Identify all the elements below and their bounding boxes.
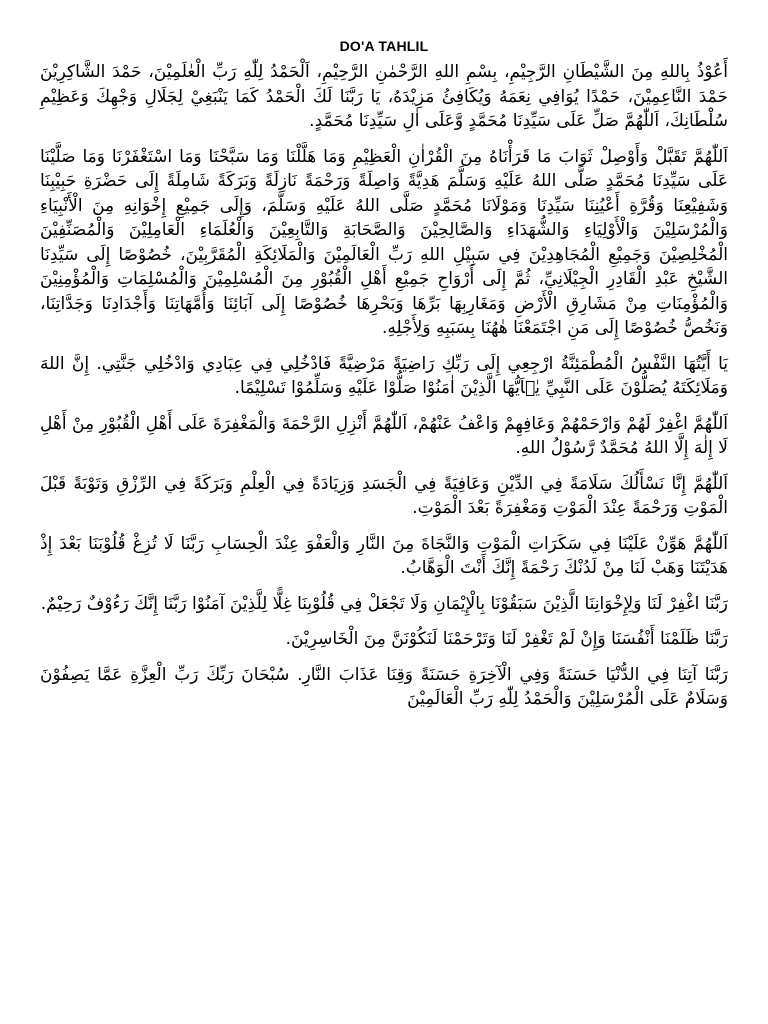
paragraph-nafs-mutmainnah: يَا أَيَّتُهَا النَّفْسُ الْمُطْمَئِنَّةُ ارْجِعِي إِلَى رَبِّكِ رَاضِيَةً مَرْضِيَّةً فَادْخُلِي فِي عِبَادِي وَادْخُلِي جَنَّتِي. إِنَّ اللهَ وَمَلَائِكَتَهُ يُصَلُّوْنَ عَلَى النَّبِيِّ يٰۤاَيُّهَا الَّذِيْنَ اٰمَنُوْا صَلُّوْا عَلَيْهِ وَسَلِّمُوْا تَسْلِيْمًا. xyxy=(40,353,728,398)
document-page xyxy=(36,38,732,1014)
paragraph-sakaratul-maut: اَللّٰهُمَّ هَوِّنْ عَلَيْنَا فِي سَكَرَاتِ الْمَوْتِ وَالنَّجَاةَ مِنَ النَّارِ وَالْعَفْوَ عِنْدَ الْحِسَابِ رَبَّنَا لَا تُزِغْ قُلُوْبَنَا بَعْدَ إِذْ هَدَيْتَنَا وَهَبْ لَنَا مِنْ لَدُنْكَ رَحْمَةً إِنَّكَ أَنْتَ الْوَهَّابُ. xyxy=(40,533,728,578)
paragraph-ikhwan: رَبَّنَا اغْفِرْ لَنَا وَلِإِخْوَانِنَا الَّذِيْنَ سَبَقُوْنَا بِالْإِيْمَانِ وَلَا تَجْعَلْ فِي قُلُوْبِنَا غِلًّا لِلَّذِيْنَ آمَنُوْا رَبَّنَا إِنَّكَ رَءُوْفٌ رَحِيْمٌ. xyxy=(40,593,728,614)
paragraph-salamah: اَللّٰهُمَّ إِنَّا نَسْأَلُكَ سَلَامَةً فِي الدِّيْنِ وَعَافِيَةً فِي الْجَسَدِ وَزِيَادَةً فِي الْعِلْمِ وَبَرَكَةً فِي الرِّزْقِ وَتَوْبَةً قَبْلَ الْمَوْتِ وَرَحْمَةً عِنْدَ الْمَوْتِ وَمَغْفِرَةً بَعْدَ الْمَوْتِ. xyxy=(40,473,728,518)
document-title: DO'A TAHLIL xyxy=(339,38,429,54)
paragraph-zhalamna: رَبَّنَا ظَلَمْنَا أَنْفُسَنَا وَإِنْ لَمْ تَغْفِرْ لَنَا وَتَرْحَمْنَا لَنَكُوْنَنَّ مِنَ الْخَاسِرِيْنَ. xyxy=(285,629,728,649)
paragraph-dedication: اَللّٰهُمَّ تَقَبَّلْ وَأَوْصِلْ ثَوَابَ مَا قَرَأْنَاهُ مِنَ الْقُرْاٰنِ الْعَظِيْمِ وَمَا هَلَّلْنَا وَمَا سَبَّحْنَا وَمَا اسْتَغْفَرْنَا وَمَا صَلَّيْنَا عَلَى سَيِّدِنَا مُحَمَّدٍ صَلَّى اللهُ عَلَيْهِ وَسَلَّمَ هَدِيَّةً وَاصِلَةً وَرَحْمَةً نَازِلَةً وَبَرَكَةً شَامِلَةً إِلَى حَضْرَةِ حَبِيْبِنَا وَشَفِيْعِنَا وَقُرَّةِ أَعْيُنِنَا سَيِّدِنَا وَمَوْلَانَا مُحَمَّدٍ صَلَّى اللهُ عَلَيْهِ وَسَلَّمَ، وَإِلَى جَمِيْعِ إِخْوَانِهِ مِنَ الْأَنْبِيَاءِ وَالْمُرْسَلِيْنَ وَالْأَوْلِيَاءِ وَالشُّهَدَاءِ وَالصَّالِحِيْنَ وَالصَّحَابَةِ وَالتَّابِعِيْنَ وَالْعُلَمَاءِ الْعَامِلِيْنَ وَالْمُصَنِّفِيْنَ الْمُخْلِصِيْنَ وَجَمِيْعِ الْمُجَاهِدِيْنَ فِي سَبِيْلِ اللهِ رَبِّ الْعَالَمِيْنَ وَالْمَلَائِكَةِ الْمُقَرَّبِيْنَ، خُصُوْصًا إِلَى سَيِّدِنَا الشَّيْخِ عَبْدِ الْقَادِرِ الْجِيْلَانِيِّ، ثُمَّ إِلَى أَرْوَاحِ جَمِيْعِ أَهْلِ الْقُبُوْرِ مِنَ الْمُسْلِمِيْنَ وَالْمُسْلِمَاتِ وَالْمُؤْمِنِيْنَ وَالْمُؤْمِنَاتِ مِنْ مَشَارِقِ الْأَرْضِ وَمَغَارِبِهَا بَرِّهَا وَبَحْرِهَا خُصُوْصًا إِلَى آبَائِنَا وَأُمَّهَاتِنَا وَأَجْدَادِنَا وَجَدَّاتِنَا، وَنَخُصُّ خُصُوْصًا إِلَى مَنِ اجْتَمَعْنَا هٰهُنَا بِسَبَبِهِ وَلِأَجْلِهِ. xyxy=(40,146,728,338)
paragraph-forgiveness-deceased: اَللّٰهُمَّ اغْفِرْ لَهُمْ وَارْحَمْهُمْ وَعَافِهِمْ وَاعْفُ عَنْهُمْ، اَللّٰهُمَّ أَنْزِلِ الرَّحْمَةَ وَالْمَغْفِرَةَ عَلَى أَهْلِ الْقُبُوْرِ مِنْ أَهْلِ لَا إِلٰهَ إِلَّا اللهُ مُحَمَّدٌ رَّسُوْلُ اللهِ. xyxy=(40,413,728,458)
paragraph-closing: رَبَّنَا آتِنَا فِي الدُّنْيَا حَسَنَةً وَفِي الْآخِرَةِ حَسَنَةً وَقِنَا عَذَابَ النَّارِ. سُبْحَانَ رَبِّكَ رَبِّ الْعِزَّةِ عَمَّا يَصِفُوْنَ وَسَلَامٌ عَلَى الْمُرْسَلِيْنَ وَالْحَمْدُ لِلّٰهِ رَبِّ الْعَالَمِيْنَ xyxy=(40,664,728,709)
paragraph-opening-praise: أَعُوْذُ بِاللهِ مِنَ الشَّيْطَانِ الرَّجِيْمِ، بِسْمِ اللهِ الرَّحْمٰنِ الرَّحِيْمِ، اَلْحَمْدُ لِلّٰهِ رَبِّ الْعٰلَمِيْنَ، حَمْدَ الشَّاكِرِيْنَ حَمْدَ النَّاعِمِيْنَ، حَمْدًا يُوَافِي نِعَمَهُ وَيُكَافِئُ مَزِيْدَهُ، يَا رَبَّنَا لَكَ الْحَمْدُ كَمَا يَنْبَغِيْ لِجَلَالِ وَجْهِكَ وَعَظِيْمِ سُلْطَانِكَ، اَللّٰهُمَّ صَلِّ عَلَى سَيِّدِنَا مُحَمَّدٍ وَّعَلَى اٰلِ سَيِّدِنَا مُحَمَّدٍ. xyxy=(40,62,728,131)
